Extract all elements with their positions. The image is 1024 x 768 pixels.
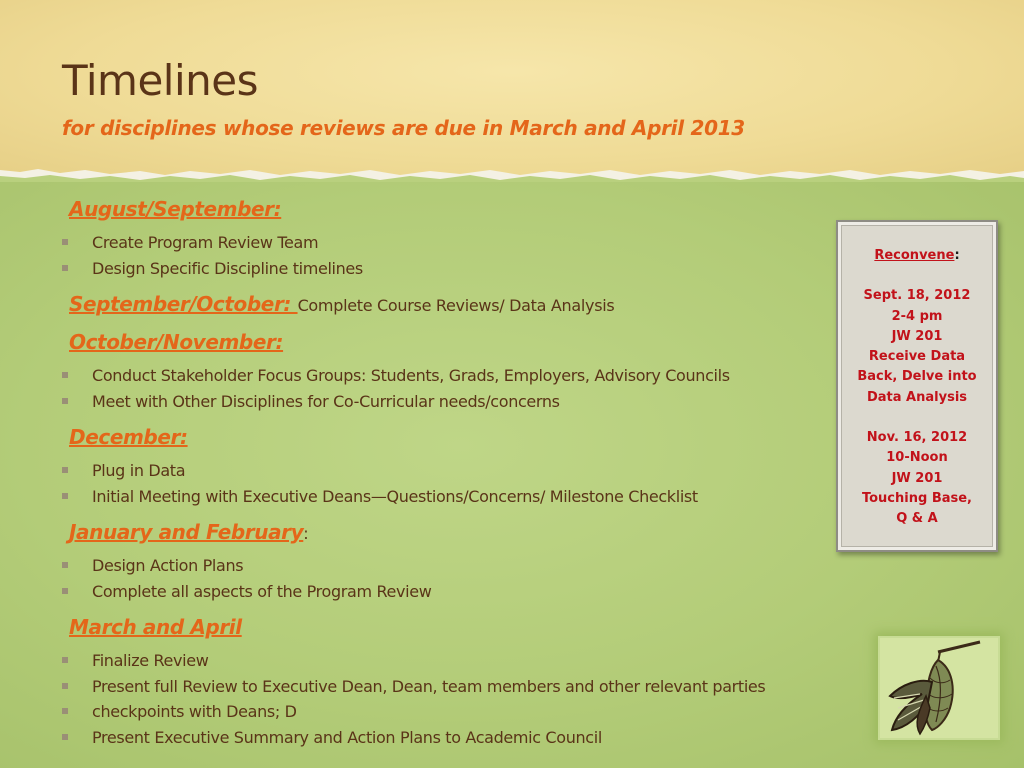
period-colon: : (303, 524, 309, 543)
meeting-2-line: Touching Base, (861, 490, 972, 506)
section-september-october (62, 289, 862, 321)
list-item: Design Action Plans (62, 553, 862, 579)
square-bullet-icon (62, 562, 68, 568)
list-item: checkpoints with Deans; D (62, 699, 862, 725)
square-bullet-icon (62, 372, 68, 378)
meeting-1-line: 2-4 pm (891, 308, 943, 324)
square-bullet-icon (62, 265, 68, 271)
meeting-2-line: 10-Noon (886, 450, 948, 466)
meeting-1-line: Receive Data (868, 349, 966, 365)
section-january-february (62, 517, 862, 604)
section-december (62, 422, 862, 509)
period-heading: December: (69, 425, 188, 449)
list-item: Meet with Other Disciplines for Co-Curricular needs/concerns (62, 389, 862, 415)
timeline-content (62, 194, 862, 758)
section-march-april (62, 612, 862, 750)
list-item: Create Program Review Team (62, 230, 862, 256)
list-item: Plug in Data (62, 458, 862, 484)
meeting-1-line: Back, Delve into (857, 369, 977, 385)
square-bullet-icon (62, 588, 68, 594)
square-bullet-icon (62, 467, 68, 473)
list-item: Finalize Review (62, 648, 862, 674)
meeting-2-line: Nov. 16, 2012 (866, 430, 968, 446)
item-list (62, 648, 862, 750)
period-heading: March and April (69, 615, 242, 639)
item-list (62, 230, 862, 281)
reconvene-callout (836, 220, 998, 552)
square-bullet-icon (62, 708, 68, 714)
meeting-1-line: JW 201 (891, 328, 943, 344)
chrysalis-butterfly-icon (880, 638, 998, 738)
item-list (62, 553, 862, 604)
list-item: Present Executive Summary and Action Plans to Academic Council (62, 725, 862, 751)
item-list (62, 458, 862, 509)
chrysalis-image (878, 636, 1000, 740)
list-item: Design Specific Discipline timelines (62, 256, 862, 282)
period-heading: September/October: (69, 292, 298, 316)
square-bullet-icon (62, 683, 68, 689)
period-heading: October/November: (69, 330, 284, 354)
reconvene-colon: : (954, 248, 960, 263)
meeting-2-line: Q & A (896, 511, 938, 527)
meeting-2-line: JW 201 (891, 470, 943, 486)
page-title: Timelines (62, 56, 258, 105)
list-item: Conduct Stakeholder Focus Groups: Students, Grads, Employers, Advisory Councils (62, 363, 862, 389)
square-bullet-icon (62, 493, 68, 499)
reconvene-title: Reconvene (874, 248, 955, 263)
meeting-1-line: Sept. 18, 2012 (863, 288, 971, 304)
period-inline-text: Complete Course Reviews/ Data Analysis (297, 296, 615, 315)
section-august-september (62, 194, 862, 281)
page-subtitle: for disciplines whose reviews are due in March and April 2013 (62, 116, 745, 140)
list-item: Present full Review to Executive Dean, Dean, team members and other relevant parties (62, 674, 862, 700)
square-bullet-icon (62, 657, 68, 663)
period-heading: August/September: (69, 197, 282, 221)
period-heading: January and February (69, 520, 304, 544)
square-bullet-icon (62, 734, 68, 740)
list-item: Complete all aspects of the Program Review (62, 579, 862, 605)
square-bullet-icon (62, 239, 68, 245)
meeting-1-line: Data Analysis (866, 389, 968, 405)
section-october-november (62, 327, 862, 414)
list-item: Initial Meeting with Executive Deans—Questions/Concerns/ Milestone Checklist (62, 484, 862, 510)
square-bullet-icon (62, 398, 68, 404)
item-list (62, 363, 862, 414)
